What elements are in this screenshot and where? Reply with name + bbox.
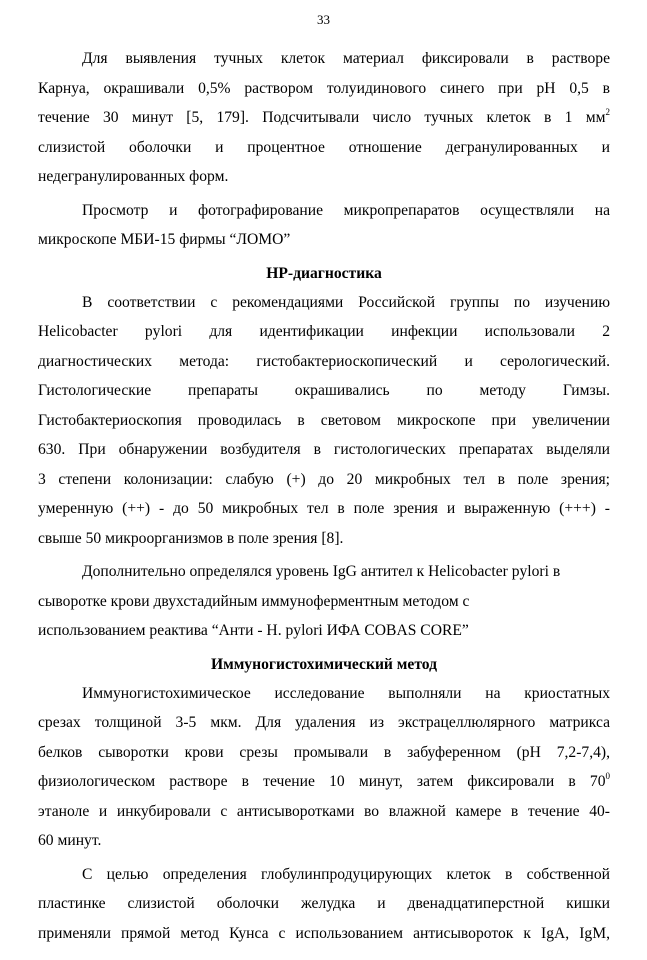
text-line: умеренную (++) - до 50 микробных тел в поле зрения и выраженную (+++) - (38, 500, 610, 517)
text-line: Гистобактериоскопия проводилась в световом микроскопе при увеличении (38, 411, 610, 429)
text-line: применяли прямой метод Кунса с использованием антисывороток к IgA, IgM, (38, 924, 610, 942)
document-body (38, 44, 610, 952)
text-line: Дополнительно определялся уровень IgG антител к Helicobacter pylori в (82, 563, 561, 580)
text-line: этаноле и инкубировали с антисыворотками во влажной камере в течение 40- (38, 802, 610, 820)
text-line: 60 минут. (38, 832, 102, 849)
page-number: 33 (317, 12, 330, 27)
text-line: В соответствии с рекомендациями Российской группы по изучению (82, 293, 610, 311)
text-line: Карнуа, окрашивали 0,5% раствором толуидинового синего при pH 0,5 в (38, 79, 610, 97)
text-line: недегранулированных форм. (38, 168, 229, 185)
paragraph-hp-methods (38, 288, 610, 554)
paragraph-microscopy (38, 196, 610, 255)
text-line: пластинке слизистой оболочки желудка и двенадцатиперстной кишки (38, 895, 610, 912)
superscript: 0 (605, 771, 610, 781)
text-line: Для выявления тучных клеток материал фиксировали в растворе (82, 50, 610, 67)
text-line: 3 степени колонизации: слабую (+) до 20 микробных тел в поле зрения; (38, 470, 610, 488)
paragraph-igg-antibodies (38, 557, 610, 646)
superscript: 2 (605, 107, 610, 117)
paragraph-ihc-procedure (38, 679, 610, 856)
text-line: Иммуногистохимическое исследование выполняли на криостатных (82, 684, 610, 702)
text-line: С целью определения глобулинпродуцирующих клеток в собственной (82, 865, 610, 883)
text-line: срезах толщиной 3-5 мкм. Для удаления из экстрацеллюлярного матрикса (38, 714, 610, 731)
text-line: Гистологические препараты окрашивались по методу Гимзы. (38, 382, 610, 399)
text-line: белков сыворотки крови срезы промывали в забуференном (pH 7,2-7,4), (38, 743, 610, 761)
paragraph-mast-cells (38, 44, 610, 192)
text-line: использованием реактива “Анти - H. pylori ИФА COBAS CORE” (38, 622, 469, 639)
text-line: Helicobacter pylori для идентификации инфекции использовали 2 (38, 323, 610, 340)
text-line: свыше 50 микроорганизмов в поле зрения [8]. (38, 529, 344, 547)
text-line (38, 767, 610, 797)
text-line: Просмотр и фотографирование микропрепаратов осуществляли на (82, 201, 610, 219)
text-line (38, 103, 610, 133)
section-heading-immunohistochemistry: Иммуногистохимический метод (210, 655, 438, 673)
text-line: сыворотке крови двухстадийным иммуноферментным методом с (38, 592, 470, 610)
text-line: микроскопе МБИ-15 фирмы “ЛОМО” (38, 231, 291, 248)
paragraph-coons-method (38, 860, 610, 949)
text-line: слизистой оболочки и процентное отношение дегранулированных и (38, 138, 610, 156)
text-line: 630. При обнаружении возбудителя в гистологических препаратах выделяли (38, 441, 610, 458)
section-heading-hp-diagnostics: HP-диагностика (266, 264, 382, 282)
text-line: диагностических метода: гистобактериоскопический и серологический. (38, 352, 610, 370)
text-span: течение 30 минут [5, 179]. Подсчитывали число тучных клеток в 1 мм (38, 109, 606, 126)
text-span: физиологическом растворе в течение 10 минут, затем фиксировали в 70 (38, 773, 606, 790)
